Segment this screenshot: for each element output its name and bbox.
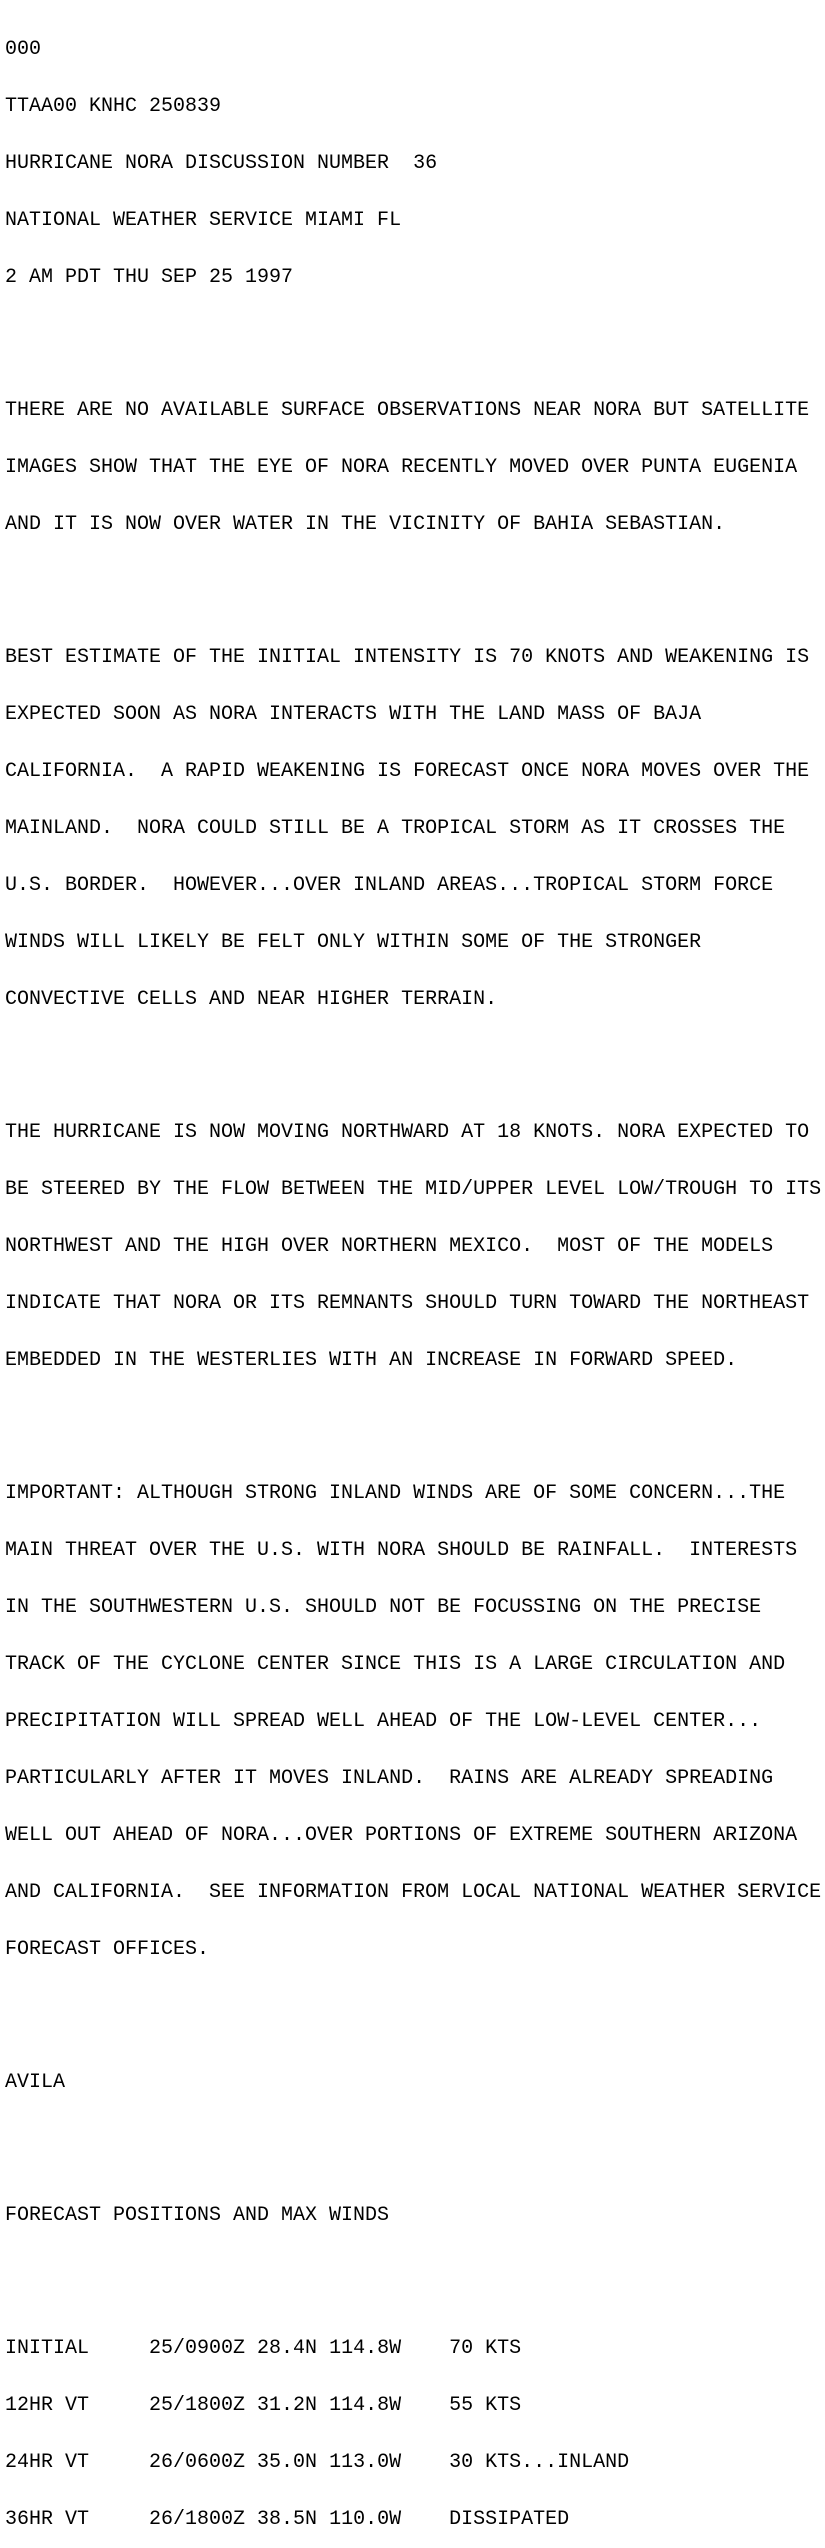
paragraph-line: AND IT IS NOW OVER WATER IN THE VICINITY OF BAHIA SEBASTIAN.: [5, 513, 726, 536]
paragraph-line: THERE ARE NO AVAILABLE SURFACE OBSERVATIONS NEAR NORA BUT SATELLITE: [5, 399, 810, 422]
blank-line: [5, 1997, 823, 2016]
blank-line: [5, 572, 823, 591]
blank-line: [5, 1047, 823, 1066]
paragraph-line: IMPORTANT: ALTHOUGH STRONG INLAND WINDS ARE OF SOME CONCERN...THE: [5, 1482, 786, 1505]
paragraph-line: THE HURRICANE IS NOW MOVING NORTHWARD AT 18 KNOTS. NORA EXPECTED TO: [5, 1121, 810, 1144]
paragraph-line: WINDS WILL LIKELY BE FELT ONLY WITHIN SOME OF THE STRONGER: [5, 931, 702, 954]
forecast-label: 36HR VT: [5, 2508, 90, 2531]
forecast-table-heading: FORECAST POSITIONS AND MAX WINDS: [5, 2204, 390, 2227]
forecast-wind: 55 KTS: [449, 2394, 522, 2417]
forecast-lon: 114.8W: [329, 2337, 402, 2360]
paragraph-line: EMBEDDED IN THE WESTERLIES WITH AN INCREASE IN FORWARD SPEED.: [5, 1349, 738, 1372]
blank-line: [5, 325, 823, 344]
forecast-label: 12HR VT: [5, 2394, 90, 2417]
paragraph-line: MAINLAND. NORA COULD STILL BE A TROPICAL STORM AS IT CROSSES THE: [5, 817, 786, 840]
forecast-wind: 30 KTS...INLAND: [449, 2451, 630, 2474]
forecast-row: [5, 2453, 823, 2472]
paragraph-line: INDICATE THAT NORA OR ITS REMNANTS SHOULD TURN TOWARD THE NORTHEAST: [5, 1292, 810, 1315]
paragraph-line: CONVECTIVE CELLS AND NEAR HIGHER TERRAIN.: [5, 988, 498, 1011]
forecast-label: 24HR VT: [5, 2451, 90, 2474]
header-line: 000: [5, 38, 42, 61]
paragraph-line: PARTICULARLY AFTER IT MOVES INLAND. RAINS ARE ALREADY SPREADING: [5, 1767, 774, 1790]
paragraph-line: WELL OUT AHEAD OF NORA...OVER PORTIONS OF EXTREME SOUTHERN ARIZONA: [5, 1824, 798, 1847]
forecast-lat: 35.0N: [257, 2451, 318, 2474]
paragraph-line: EXPECTED SOON AS NORA INTERACTS WITH THE LAND MASS OF BAJA: [5, 703, 702, 726]
blank-line: [5, 2130, 823, 2149]
forecast-time: 25/0900Z: [149, 2337, 246, 2360]
forecast-lon: 114.8W: [329, 2394, 402, 2417]
forecast-lat: 28.4N: [257, 2337, 318, 2360]
forecast-time: 25/1800Z: [149, 2394, 246, 2417]
forecast-lon: 110.0W: [329, 2508, 402, 2531]
header-line: 2 AM PDT THU SEP 25 1997: [5, 266, 294, 289]
header-line: HURRICANE NORA DISCUSSION NUMBER 36: [5, 152, 438, 175]
paragraph-line: CALIFORNIA. A RAPID WEAKENING IS FORECAST ONCE NORA MOVES OVER THE: [5, 760, 810, 783]
paragraph-line: IN THE SOUTHWESTERN U.S. SHOULD NOT BE FOCUSSING ON THE PRECISE: [5, 1596, 762, 1619]
forecast-time: 26/0600Z: [149, 2451, 246, 2474]
blank-line: [5, 2263, 823, 2282]
forecast-lat: 38.5N: [257, 2508, 318, 2531]
paragraph-line: PRECIPITATION WILL SPREAD WELL AHEAD OF THE LOW-LEVEL CENTER...: [5, 1710, 762, 1733]
paragraph-line: TRACK OF THE CYCLONE CENTER SINCE THIS IS A LARGE CIRCULATION AND: [5, 1653, 786, 1676]
forecast-row: [5, 2510, 823, 2529]
paragraph-line: BEST ESTIMATE OF THE INITIAL INTENSITY IS 70 KNOTS AND WEAKENING IS: [5, 646, 810, 669]
forecast-row: [5, 2339, 823, 2358]
forecast-wind: 70 KTS: [449, 2337, 522, 2360]
forecaster-name: AVILA: [5, 2071, 66, 2094]
forecast-label: INITIAL: [5, 2337, 90, 2360]
header-line: NATIONAL WEATHER SERVICE MIAMI FL: [5, 209, 402, 232]
paragraph-line: BE STEERED BY THE FLOW BETWEEN THE MID/UPPER LEVEL LOW/TROUGH TO ITS: [5, 1178, 822, 1201]
paragraph-line: NORTHWEST AND THE HIGH OVER NORTHERN MEXICO. MOST OF THE MODELS: [5, 1235, 774, 1258]
paragraph-line: AND CALIFORNIA. SEE INFORMATION FROM LOCAL NATIONAL WEATHER SERVICE: [5, 1881, 822, 1904]
forecast-lat: 31.2N: [257, 2394, 318, 2417]
paragraph-line: FORECAST OFFICES.: [5, 1938, 210, 1961]
discussion-document: [5, 2, 823, 2548]
paragraph-line: MAIN THREAT OVER THE U.S. WITH NORA SHOULD BE RAINFALL. INTERESTS: [5, 1539, 798, 1562]
header-line: TTAA00 KNHC 250839: [5, 95, 222, 118]
forecast-wind: DISSIPATED: [449, 2508, 570, 2531]
paragraph-line: IMAGES SHOW THAT THE EYE OF NORA RECENTLY MOVED OVER PUNTA EUGENIA: [5, 456, 798, 479]
paragraph-line: U.S. BORDER. HOWEVER...OVER INLAND AREAS...TROPICAL STORM FORCE: [5, 874, 774, 897]
forecast-time: 26/1800Z: [149, 2508, 246, 2531]
forecast-row: [5, 2396, 823, 2415]
forecast-lon: 113.0W: [329, 2451, 402, 2474]
blank-line: [5, 1408, 823, 1427]
